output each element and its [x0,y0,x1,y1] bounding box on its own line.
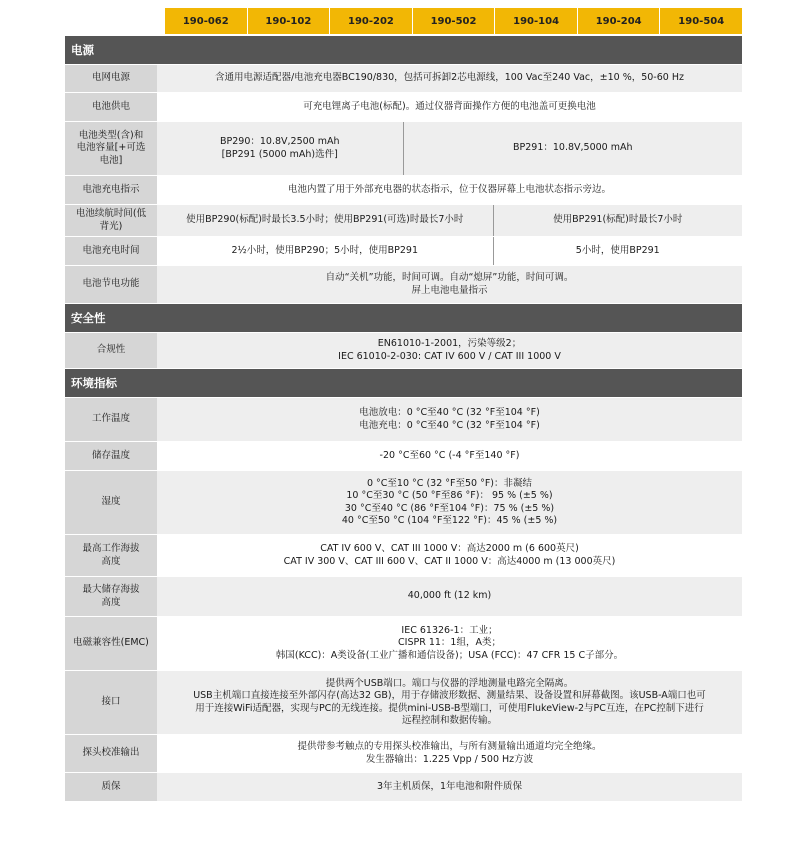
value-line: 电池放电：0 °C至40 °C (32 °F至104 °F) [359,407,540,418]
label-line: 高度 [101,555,121,567]
row-warranty [65,773,742,802]
row-label: 电池节电功能 [65,266,157,304]
row-value-right: 使用BP291(标配)时最长7小时 [493,205,742,237]
section-title: 环境指标 [65,369,742,398]
row-battery-supply [65,93,742,122]
value-line: 40 °C至50 °C (104 °F至122 °F)：45 % (±5 %) [341,515,558,526]
row-label [65,205,157,237]
row-value [157,333,742,369]
model-header-bar [165,8,742,34]
section-safety [65,304,742,333]
row-charge-time [65,237,742,266]
model-190-504: 190-504 [659,8,742,34]
value-line: 提供两个USB端口。端口与仪器的浮地测量电路完全隔离。 [325,677,574,689]
section-environment [65,369,742,398]
row-runtime [65,205,742,237]
row-label: 储存温度 [65,442,157,471]
row-label: 探头校准输出 [65,735,157,773]
row-value [157,535,742,577]
model-190-102: 190-102 [247,8,330,34]
value-line: 10 °C至30 °C (50 °F至86 °F)： 95 % (±5 %) [346,490,553,501]
row-label: 电池充电时间 [65,237,157,266]
row-label [65,122,157,176]
value-line: 0 °C至10 °C (32 °F至50 °F)：非凝结 [366,477,533,489]
row-value: 电池内置了用于外部充电器的状态指示，位于仪器屏幕上电池状态指示旁边。 [157,176,742,205]
value-line: EN61010-1-2001，污染等级2； [377,338,522,349]
row-value: 3年主机质保，1年电池和附件质保 [157,773,742,802]
label-line: 最大储存海拔 [82,584,140,595]
row-max-operating-altitude [65,535,742,577]
label-line: 电池续航时间(低 [75,208,147,219]
value-line: CAT IV 300 V、CAT III 600 V、CAT II 1000 V：高达4000 m (13 000英尺) [283,555,616,567]
row-value [157,398,742,442]
value-line: 电池充电：0 °C至40 °C (32 °F至104 °F) [359,419,540,431]
row-label: 湿度 [65,471,157,535]
label-line: 电池容量[+可选 [76,142,146,154]
value-line: IEC 61326-1：工业； [401,624,498,636]
model-190-062: 190-062 [165,8,247,34]
value-line: 发生器输出：1.225 Vpp / 500 Hz方波 [365,753,534,765]
row-max-storage-altitude [65,577,742,617]
row-label [65,535,157,577]
value-line: 自动“关机”功能，时间可调。自动“熄屏”功能，时间可调。 [325,272,574,283]
value-line: 用于连接WiFi适配器，实现与PC的无线连接。提供mini-USB-B型端口，可使用FlukeView-2与PC互连，在PC控制下进行 [195,702,704,714]
row-value [157,266,742,304]
row-humidity [65,471,742,535]
value-line: 韩国(KCC)：A类设备(工业广播和通信设备)；USA (FCC)：47 CFR 15 C子部分。 [275,649,624,661]
row-value-left: 使用BP290(标配)时最长3.5小时；使用BP291(可选)时最长7小时 [157,205,493,237]
section-power [65,36,742,65]
row-battery-type [65,122,742,176]
value-line: 远程控制和数据传输。 [401,715,497,726]
row-label: 质保 [65,773,157,802]
row-value [157,617,742,671]
row-battery-saving [65,266,742,304]
row-operating-temp [65,398,742,442]
row-label: 工作温度 [65,398,157,442]
row-label: 电磁兼容性(EMC) [65,617,157,671]
row-value: -20 °C至60 °C (-4 °F至140 °F) [157,442,742,471]
value-line: [BP291 (5000 mAh)选件] [221,148,338,160]
model-190-104: 190-104 [494,8,577,34]
value-line: 30 °C至40 °C (86 °F至104 °F)：75 % (±5 %) [344,502,555,514]
row-label [65,577,157,617]
row-value [157,671,742,735]
row-interface [65,671,742,735]
model-190-204: 190-204 [577,8,660,34]
row-label: 合规性 [65,333,157,369]
row-compliance [65,333,742,369]
row-charge-indicator [65,176,742,205]
label-line: 高度 [101,596,121,608]
row-value: 可充电锂离子电池(标配)。通过仪器背面操作方便的电池盖可更换电池 [157,93,742,122]
row-value: 含通用电源适配器/电池充电器BC190/830，包括可拆卸2芯电源线，100 Vac至240 Vac，±10 %，50-60 Hz [157,65,742,93]
row-value-left [157,122,403,176]
value-line: USB主机端口直接连接至外部闪存(高达32 GB)，用于存储波形数据、测量结果、设备设置和屏幕截图。该USB-A端口也可 [193,690,706,701]
value-line: 屏上电池电量指示 [411,284,488,296]
section-title: 电源 [65,36,742,65]
row-value-left: 2½小时，使用BP290；5小时，使用BP291 [157,237,493,266]
row-value-right: BP291：10.8V,5000 mAh [403,122,742,176]
row-label: 接口 [65,671,157,735]
value-line: CISPR 11：1组，A类； [398,637,501,649]
label-line: 背光) [99,220,123,232]
value-line: CAT IV 600 V、CAT III 1000 V：高达2000 m (6 600英尺) [320,543,579,554]
row-value-right: 5小时，使用BP291 [493,237,742,266]
row-label: 电池充电指示 [65,176,157,205]
model-190-202: 190-202 [329,8,412,34]
row-storage-temp [65,442,742,471]
model-190-502: 190-502 [412,8,495,34]
section-title: 安全性 [65,304,742,333]
row-value: 40,000 ft (12 km) [157,577,742,617]
value-line: BP290：10.8V,2500 mAh [219,136,340,147]
row-label: 电池供电 [65,93,157,122]
label-line: 最高工作海拔 [82,543,140,554]
row-value [157,471,742,535]
row-value [157,735,742,773]
value-line: 提供带参考触点的专用探头校准输出，与所有测量输出通道均完全绝缘。 [297,741,602,752]
row-mains [65,65,742,93]
label-line: 电池] [99,154,123,166]
value-line: IEC 61010-2-030: CAT IV 600 V / CAT III 1000 V [338,350,561,362]
row-emc [65,617,742,671]
label-line: 电池类型(含)和 [78,129,144,141]
row-probe-calibration [65,735,742,773]
row-label: 电网电源 [65,65,157,93]
spec-table [65,36,742,802]
